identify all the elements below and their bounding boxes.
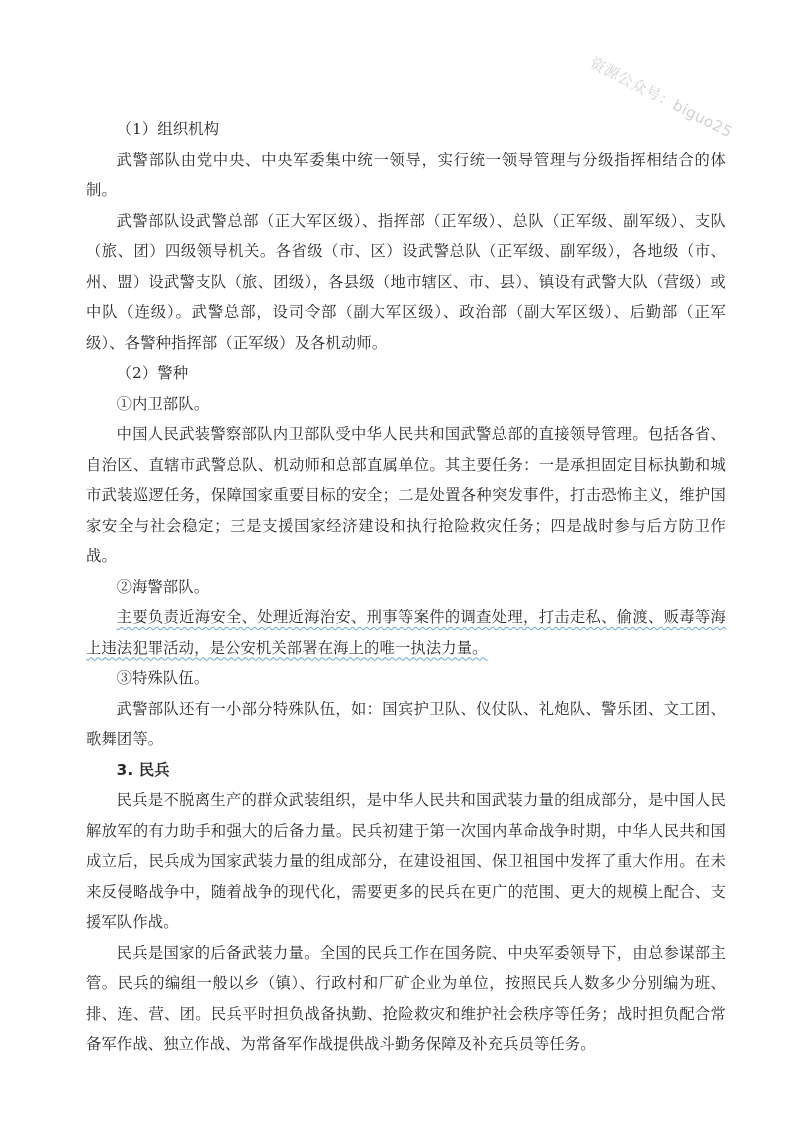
paragraph-militia-2: 民兵是国家的后备武装力量。全国的民兵工作在国务院、中央军委领导下，由总参谋部主管。民兵的编组一般以乡（镇）、行政村和厂矿企业为单位，按照民兵人数多少分别编为班、排、连、营、团。民兵平时担负战备执勤、抢险救灾和维护社会秩序等任务；战时担负配合常备军作战、独立作战、为常备军作战提供战斗勤务保障及补充兵员等任务。	[86, 943, 726, 1053]
paragraph-coast-guard	[86, 602, 726, 663]
section-heading-organization: （1）组织机构	[116, 120, 220, 138]
paragraph-militia-1: 民兵是不脱离生产的群众武装组织，是中华人民共和国武装力量的组成部分，是中国人民解放军的有力助手和强大的后备力量。民兵初建于第一次国内革命战争时期，中华人民共和国成立后，民兵成为国家武装力量的组成部分，在建设祖国、保卫祖国中发挥了重大作用。在未来反侵略战争中，随着战争的现代化，需要更多的民兵在更广的范围、更大的规模上配合、支援军队作战。	[86, 791, 726, 931]
wavy-underlined-text: 主要负责近海安全、处理近海治安、刑事等案件的调查处理，打击走私、偷渡、贩毒等海上违法犯罪活动，是公安机关部署在海上的唯一执法力量。	[86, 608, 726, 657]
section-heading-police-types: （2）警种	[116, 364, 189, 382]
subheading-internal-guard: ①内卫部队。	[116, 394, 210, 413]
subheading-coast-guard: ②海警部队。	[116, 577, 210, 596]
paragraph-organization-2: 武警部队设武警总部（正大军区级）、指挥部（正军级）、总队（正军级、副军级）、支队（旅、团）四级领导机关。各省级（市、区）设武警总队（正军级、副军级），各地级（市、州、盟）设武警支队（旅、团级），各县级（地市辖区、市、县）、镇设有武警大队（营级）或中队（连级）。武警总部，设司令部（副大军区级）、政治部（副大军区级）、后勤部（正军级）、各警种指挥部（正军级）及各机动师。	[86, 211, 726, 352]
watermark-text: 资源公众号：biguo25	[586, 53, 736, 142]
paragraph-organization-1: 武警部队由党中央、中央军委集中统一领导，实行统一领导管理与分级指挥相结合的体制。	[86, 150, 726, 199]
paragraph-special-teams: 武警部队还有一小部分特殊队伍，如：国宾护卫队、仪仗队、礼炮队、警乐团、文工团、歌舞团等。	[86, 699, 726, 748]
document-body	[86, 114, 726, 1060]
subheading-special-teams: ③特殊队伍。	[116, 669, 210, 687]
section-heading-militia: 3. 民兵	[116, 760, 170, 779]
paragraph-internal-guard: 中国人民武装警察部队内卫部队受中华人民共和国武警总部的直接领导管理。包括各省、自治区、直辖市武警总队、机动师和总部直属单位。其主要任务：一是承担固定目标执勤和城市武装巡逻任务，保障国家重要目标的安全；二是处置各种突发事件，打击恐怖主义，维护国家安全与社会稳定；三是支援国家经济建设和执行抢险救灾任务；四是战时参与后方防卫作战。	[86, 425, 726, 565]
